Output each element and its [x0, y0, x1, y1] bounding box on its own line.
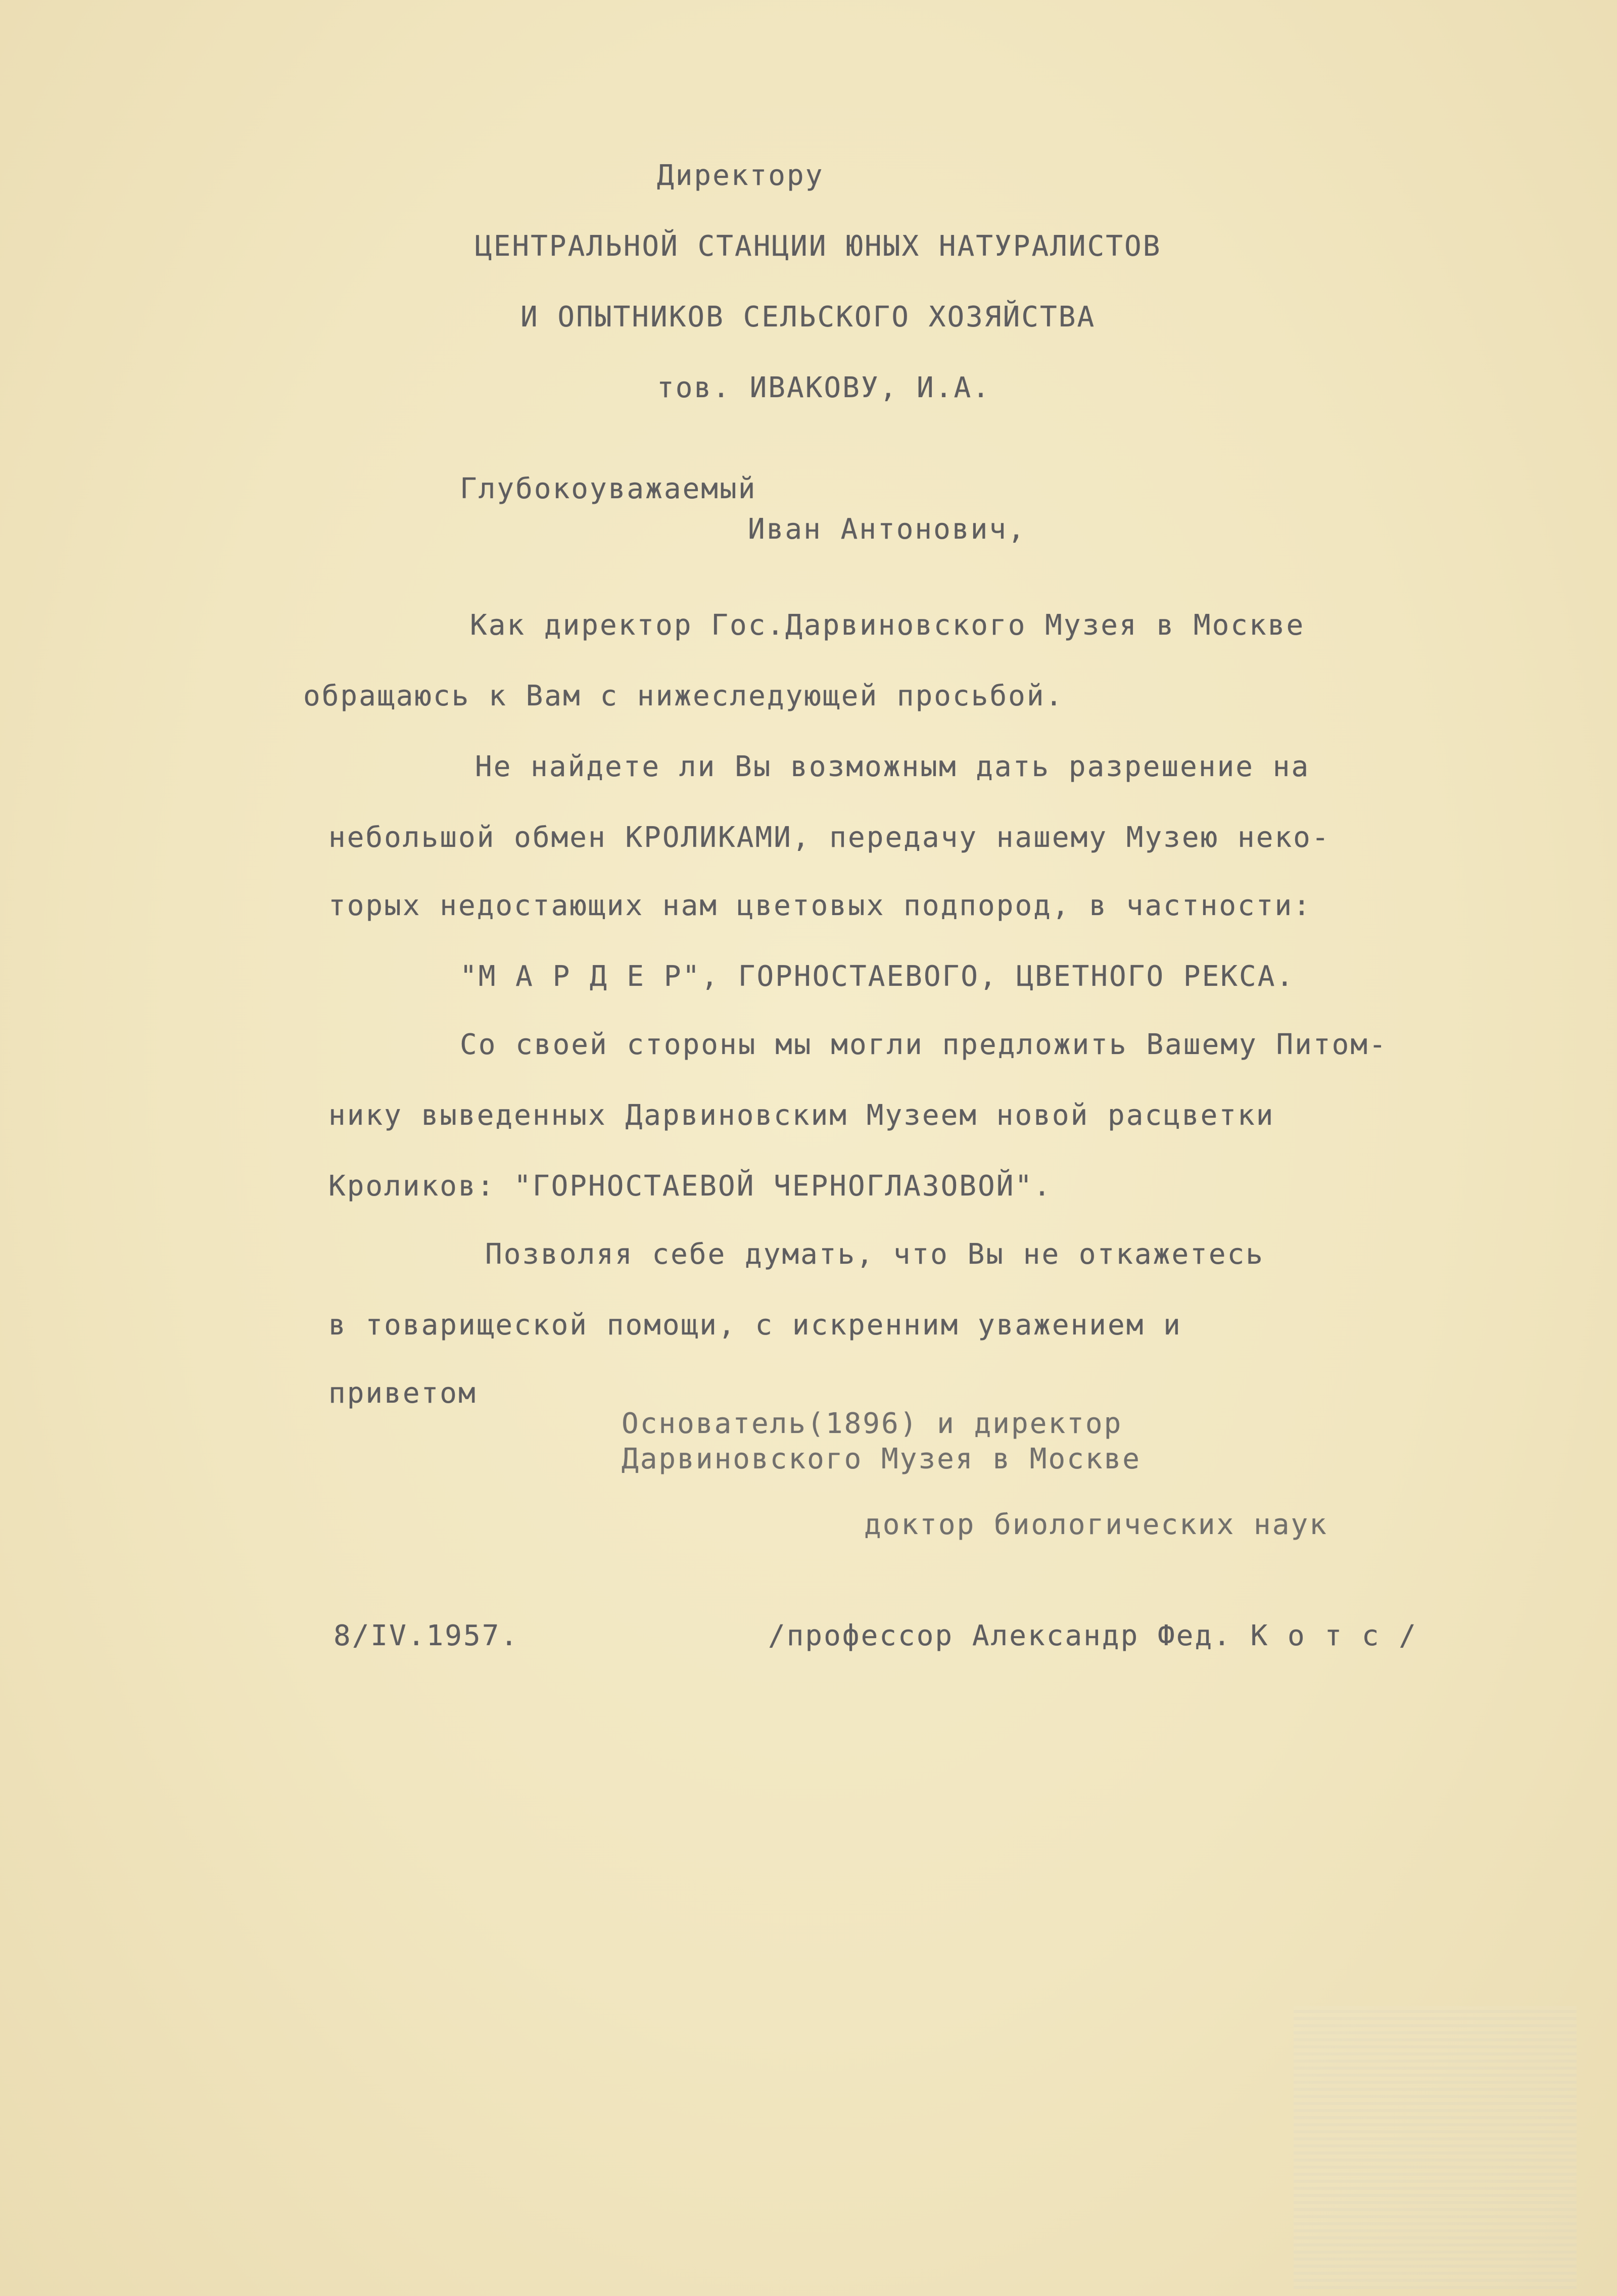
signature-line-2: Дарвиновского Музея в Москве	[622, 1443, 1142, 1475]
signature-line-3: доктор биологических наук	[864, 1508, 1328, 1541]
faint-stamp-mark	[1294, 2006, 1577, 2289]
body-line-1: Как директор Гос.Дарвиновского Музея в Москве	[470, 609, 1305, 642]
body-line-5: торых недостающих нам цветовых подпород, в частности:	[328, 889, 1312, 922]
salutation-line-1: Глубокоуважаемый	[460, 472, 757, 505]
address-line-2: ЦЕНТРАЛЬНОЙ СТАНЦИИ ЮНЫХ НАТУРАЛИСТОВ	[475, 230, 1162, 263]
body-line-9: Кроликов: "ГОРНОСТАЕВОЙ ЧЕРНОГЛАЗОВОЙ".	[328, 1170, 1052, 1203]
body-line-4: небольшой обмен КРОЛИКАМИ, передачу нашему Музею неко-	[328, 821, 1330, 854]
body-line-12: приветом	[328, 1377, 477, 1410]
body-line-11: в товарищеской помощи, с искренним уважением и	[328, 1309, 1182, 1342]
body-line-6: "М А Р Д Е Р", ГОРНОСТАЕВОГО, ЦВЕТНОГО РЕКСА.	[460, 960, 1295, 993]
signer-name: /профессор Александр Фед. К о т с /	[768, 1619, 1418, 1652]
signature-line-1: Основатель(1896) и директор	[622, 1407, 1123, 1440]
letter-date: 8/IV.1957.	[334, 1619, 519, 1652]
address-line-3: И ОПЫТНИКОВ СЕЛЬСКОГО ХОЗЯЙСТВА	[520, 301, 1096, 333]
body-line-10: Позволяя себе думать, что Вы не откажетесь	[485, 1238, 1265, 1271]
address-line-4: тов. ИВАКОВУ, И.А.	[657, 371, 991, 404]
address-line-1: Директору	[657, 159, 824, 192]
salutation-line-2: Иван Антонович,	[748, 513, 1026, 546]
body-line-7: Со своей стороны мы могли предложить Вашему Питом-	[460, 1028, 1388, 1061]
body-line-3: Не найдете ли Вы возможным дать разрешение на	[475, 750, 1310, 783]
body-line-8: нику выведенных Дарвиновским Музеем новой расцветки	[328, 1099, 1275, 1132]
body-line-2: обращаюсь к Вам с нижеследующей просьбой.	[303, 680, 1064, 712]
